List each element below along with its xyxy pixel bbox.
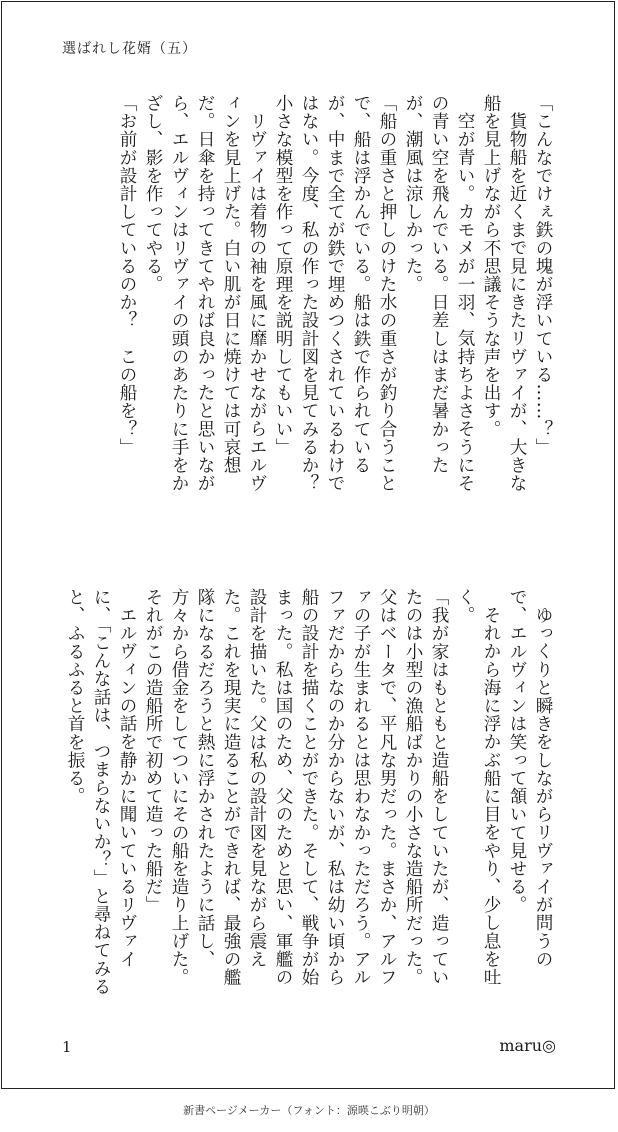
paragraph: ゆっくりと瞬きをしながらリヴァイが問うので、エルヴィンは笑って頷いて見せる。	[507, 588, 553, 968]
text-block-lower	[36, 588, 556, 998]
paragraph: エルヴィンの話を静かに聞いているリヴァイに、「こんな話は、つまらないか？」と尋ねてみると、ふるふると首を振る。	[65, 588, 137, 996]
paragraph: 「我が家はもともと造船をしていたが、造っていたのは小型の漁船ばかりの小さな造船所だった。父はベータで、平凡な男だった。まさか、アルファの子が生まれるとは思わなかっただろう。アルファだからなのか分からないが、私は幼い頃から船の設計を描くことができた。そして、戦争が始まった。私は国のため、父のためと思い、軍艦の設計を描いた。父は私の設計図を見ながら震えた。これを現実に造ることができれば、最強の艦隊になるだろうと熱に浮かされたように話し、方々から借金をしてついにその船を造り上げた。それがこの造船所で初めて造った船だ」	[143, 588, 449, 987]
text-block-upper	[36, 94, 556, 511]
author-name: maru◎	[499, 1036, 556, 1055]
paragraph: 空が青い。カモメが一羽、気持ちよさそうにその青い空を飛んでいる。日差しはまだ暑かったが、潮風は涼しかった。	[403, 94, 475, 492]
book-page	[1, 1, 615, 1089]
paragraph: 貨物船を近くまで見にきたリヴァイが、大きな船を見上げながら不思議そうな声を出す。	[481, 94, 527, 492]
paragraph: リヴァイは着物の袖を風に靡かせながらエルヴィンを見上げた。白い肌が日に焼けては可哀想だ。日傘を持ってきてやれば良かったと思いながら、エルヴィンはリヴァイの頭のあたりに手をかざし、影を作ってやる。	[143, 94, 267, 493]
paragraph: 「こんなでけぇ鉄の塊が浮いている……？」	[533, 94, 553, 456]
paragraph: それから海に浮かぶ船に目をやり、少し息を吐く。	[455, 588, 501, 986]
book-title: 選ばれし花婿（五）	[62, 41, 197, 57]
paragraph: 「船の重さと押しのけた水の重さが釣り合うことで、船は浮かんでいる。船は鉄で作られているが、中まで全てが鉄で埋めつくされているわけではない。今度、私の作った設計図を見てみるか？ 小さな模型を作って原理を説明してもいい」	[273, 94, 397, 511]
paragraph: 「お前が設計しているのか？ この船を？」	[117, 94, 137, 456]
page-number: 1	[62, 1038, 72, 1056]
footer-credit: 新書ページメーカー（フォント：源暎こぶり明朝）	[183, 1104, 435, 1117]
